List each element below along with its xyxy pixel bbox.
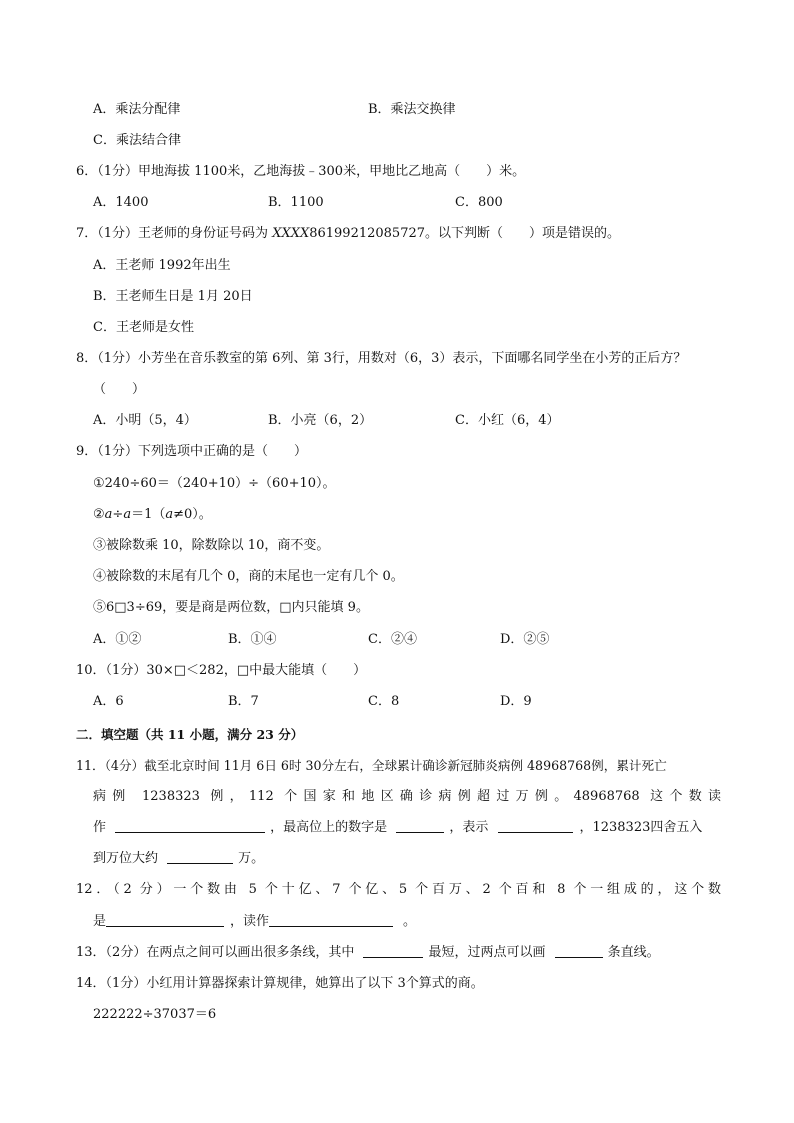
q8-option-c: C．小红（6，4） — [455, 413, 560, 428]
q11-line3-d: ，1238323四舍五入 — [579, 820, 703, 835]
q9-option-d: D．②⑤ — [500, 632, 550, 647]
q7-option-b: B．王老师生日是 1月 20日 — [93, 289, 253, 304]
q11-line-4 — [93, 850, 264, 868]
q9-stem: 9．（1分）下列选项中正确的是（ ） — [76, 444, 308, 459]
q12-blank-2[interactable] — [269, 913, 393, 927]
q13-line — [76, 944, 660, 962]
q8-option-b: B．小亮（6，2） — [268, 413, 373, 428]
q11-line3-a: 作 — [93, 820, 107, 835]
q7-stem-xxxx: XXXX — [272, 226, 310, 241]
q11-blank-4[interactable] — [167, 850, 233, 864]
q12-line2-b: ，读作 — [230, 914, 270, 929]
q11-line4-a: 到万位大约 — [93, 851, 159, 866]
q9-s2-pre: ② — [93, 507, 105, 522]
q9-option-c: C．②④ — [368, 632, 417, 647]
q10-option-b: B．7 — [228, 694, 259, 709]
q7-stem — [76, 225, 620, 243]
q10-stem: 10．（1分）30×□＜282，□中最大能填（ ） — [76, 663, 367, 678]
q7-option-a: A．王老师 1992年出生 — [93, 258, 231, 273]
q5-option-a: A．乘法分配律 — [93, 102, 181, 117]
q7-stem-pre: 7．（1分）王老师的身份证号码为 — [76, 226, 273, 241]
q14-stem: 14．（1分）小红用计算器探索计算规律，她算出了以下 3个算式的商。 — [76, 976, 484, 991]
q11-line-3 — [93, 819, 702, 837]
q13-c: 条直线。 — [607, 945, 660, 960]
q9-statement-1: ①240÷60＝（240+10）÷（60+10）。 — [93, 476, 336, 491]
q9-s2-post: ≠0）。 — [173, 507, 212, 522]
q12-line-1: 12．（2 分）一个数由 5 个十亿、7 个亿、5 个百万、2 个百和 8 个一组成的，这个数 — [76, 882, 721, 897]
q8-option-a: A．小明（5，4） — [93, 413, 197, 428]
q9-s2-a2: a — [123, 507, 132, 522]
q9-statement-2 — [93, 506, 212, 524]
q13-blank-1[interactable] — [363, 944, 423, 958]
q7-stem-post: 86199212085727。以下判断（ ）项是错误的。 — [309, 226, 621, 241]
q6-option-b: B．1100 — [268, 195, 324, 210]
q9-option-b: B．①④ — [228, 632, 277, 647]
q11-blank-3[interactable] — [498, 819, 573, 833]
q6-stem: 6．（1分）甲地海拔 1100米，乙地海拔﹣300米，甲地比乙地高（ ）米。 — [76, 164, 526, 179]
q12-blank-1[interactable] — [106, 913, 224, 927]
q9-statement-5: ⑤6□3÷69，要是商是两位数，□内只能填 9。 — [93, 600, 369, 615]
section-2-title: 二．填空题（共 11 小题，满分 23 分） — [76, 727, 304, 742]
q11-blank-1[interactable] — [115, 819, 265, 833]
q8-stem: 8．（1分）小芳坐在音乐教室的第 6列、第 3行，用数对（6，3）表示，下面哪名同学坐在小芳的正后方？ — [76, 351, 687, 366]
q5-option-c: C．乘法结合律 — [93, 133, 181, 148]
q11-blank-2[interactable] — [396, 819, 444, 833]
q7-option-c: C．王老师是女性 — [93, 320, 194, 335]
q9-s2-a3: a — [165, 507, 174, 522]
q5-option-b: B．乘法交换律 — [368, 102, 456, 117]
q12-line2-a: 是 — [93, 914, 107, 929]
q13-a: 13．（2分）在两点之间可以画出很多条线，其中 — [76, 945, 355, 960]
q9-s2-mid: ÷ — [112, 507, 124, 522]
q12-line2-c: 。 — [403, 914, 417, 929]
q8-paren: （ ） — [93, 382, 146, 397]
q13-b: 最短，过两点可以画 — [428, 945, 546, 960]
q10-option-a: A．6 — [93, 694, 124, 709]
q11-line3-c: ，表示 — [449, 820, 489, 835]
q12-line-2 — [93, 913, 416, 931]
q10-option-d: D．9 — [500, 694, 532, 709]
q11-line3-b: ，最高位上的数字是 — [270, 820, 388, 835]
q9-option-a: A．①② — [93, 632, 142, 647]
q11-line4-b: 万。 — [238, 851, 265, 866]
q11-line-1: 11．（4分）截至北京时间 11月 6日 6时 30分左右，全球累计确诊新冠肺炎病例 48968768例，累计死亡 — [76, 758, 667, 773]
q9-s2-a1: a — [104, 507, 113, 522]
q9-statement-3: ③被除数乘 10，除数除以 10，商不变。 — [93, 538, 330, 553]
q10-option-c: C．8 — [368, 694, 400, 709]
q11-line-2: 病例 1238323 例，112 个国家和地区确诊病例超过万例。48968768 这个数读 — [93, 789, 721, 804]
q9-s2-eq: ＝1（ — [131, 507, 166, 522]
q13-blank-2[interactable] — [555, 944, 603, 958]
q9-statement-4: ④被除数的末尾有几个 0，商的末尾也一定有几个 0。 — [93, 569, 404, 584]
q6-option-a: A．1400 — [93, 195, 149, 210]
q6-option-c: C．800 — [455, 195, 503, 210]
q14-equation-1: 222222÷37037＝6 — [93, 1007, 217, 1022]
